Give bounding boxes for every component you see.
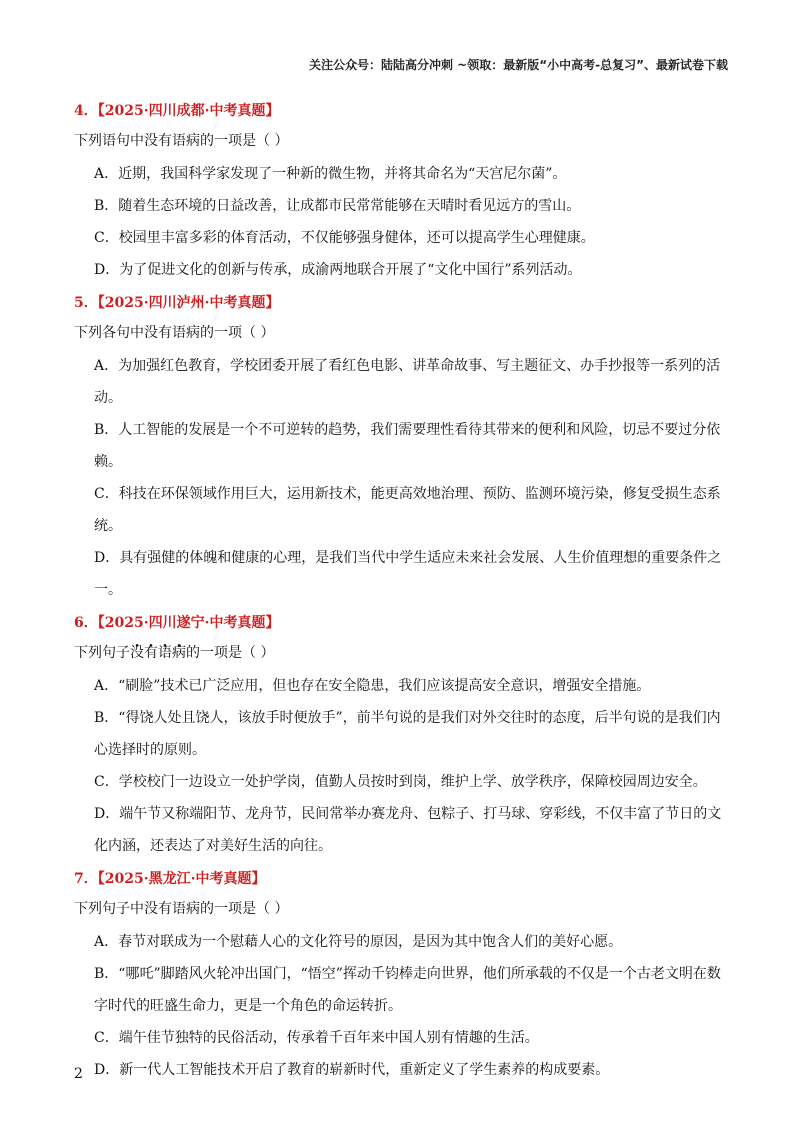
option-b: B．“得饶人处且饶人，该放手时便放手”，前半句说的是我们对外交往时的态度，后半句说的是我们内心选择时的原则。 [94,710,721,758]
question-7 [74,866,734,1086]
option-a: A．为加强红色教育，学校团委开展了看红色电影、讲革命故事、写主题征文、办手抄报等一系列的活动。 [94,358,721,406]
question-4 [74,98,734,286]
emphasized-char: 病 [172,645,186,661]
page-header: 关注公众号：陆陆高分冲刺 ~领取：最新版“小中高考-总复习”、最新试卷下载 [309,58,728,72]
emphasized-char: 有 [144,645,158,661]
stem-prefix: 下列句子 [74,645,130,661]
option-d: D．端午节又称端阳节、龙舟节，民间常举办赛龙舟、包粽子、打马球、穿彩线，不仅丰富了节日的文化内涵，还表达了对美好生活的向往。 [94,806,722,854]
option-c: C．科技在环保领域作用巨大，运用新技术，能更高效地治理、预防、监测环境污染，修复受损生态系统。 [94,486,721,534]
option-b: B．“哪吒”脚踏风火轮冲出国门，“悟空”挥动千钧棒走向世界，他们所承载的不仅是一个古老文明在数字时代的旺盛生命力，更是一个角色的命运转折。 [94,966,721,1014]
option-c: C．校园里丰富多彩的体育活动，不仅能够强身健体，还可以提高学生心理健康。 [94,230,595,246]
option-b: B．随着生态环境的日益改善，让成都市民常常能够在天晴时看见远方的雪山。 [94,198,581,214]
option-c: C．端午佳节独特的民俗活动，传承着千百年来中国人别有情趣的生活。 [94,1030,539,1046]
option-a: A．“刷脸”技术已广泛应用，但也存在安全隐患，我们应该提高安全意识，增强安全措施。 [94,678,651,694]
option-a: A．近期，我国科学家发现了一种新的微生物，并将其命名为“天宫尼尔菌”。 [94,166,567,182]
option-d: D．为了促进文化的创新与传承，成渝两地联合开展了“文化中国行”系列活动。 [94,262,582,278]
option-c: C．学校校门一边设立一处护学岗，值勤人员按时到岗，维护上学、放学秩序，保障校园周边安全。 [94,774,707,790]
option-d: D．具有强健的体魄和健康的心理，是我们当代中学生适应未来社会发展、人生价值理想的重要条件之一。 [94,550,722,598]
option-b: B．人工智能的发展是一个不可逆转的趋势，我们需要理性看待其带来的便利和风险，切忌不要过分依赖。 [94,422,721,470]
question-stem [74,636,734,670]
emphasized-char: 语 [158,645,172,661]
stem-emphasis [130,645,186,661]
question-stem: 下列各句中没有语病的一项（ ） [74,325,275,341]
question-6 [74,610,734,862]
question-5 [74,290,734,606]
question-title: 6．【2025·四川遂宁·中考真题】 [74,615,280,631]
emphasized-char: 没 [130,645,144,661]
stem-suffix: 的一项是（ ） [186,645,275,661]
page-number: 2 [74,1066,83,1082]
option-d: D．新一代人工智能技术开启了教育的崭新时代，重新定义了学生素养的构成要素。 [94,1062,610,1078]
option-a: A．春节对联成为一个慰藉人心的文化符号的原因，是因为其中饱含人们的美好心愿。 [94,934,623,950]
question-title: 5．【2025·四川泸州·中考真题】 [74,295,280,311]
question-stem: 下列语句中没有语病的一项是（ ） [74,133,289,149]
question-title: 4．【2025·四川成都·中考真题】 [74,103,280,119]
question-stem: 下列句子中没有语病的一项是（ ） [74,901,289,917]
question-list [74,98,734,1086]
question-title: 7．【2025·黑龙江·中考真题】 [74,871,266,887]
